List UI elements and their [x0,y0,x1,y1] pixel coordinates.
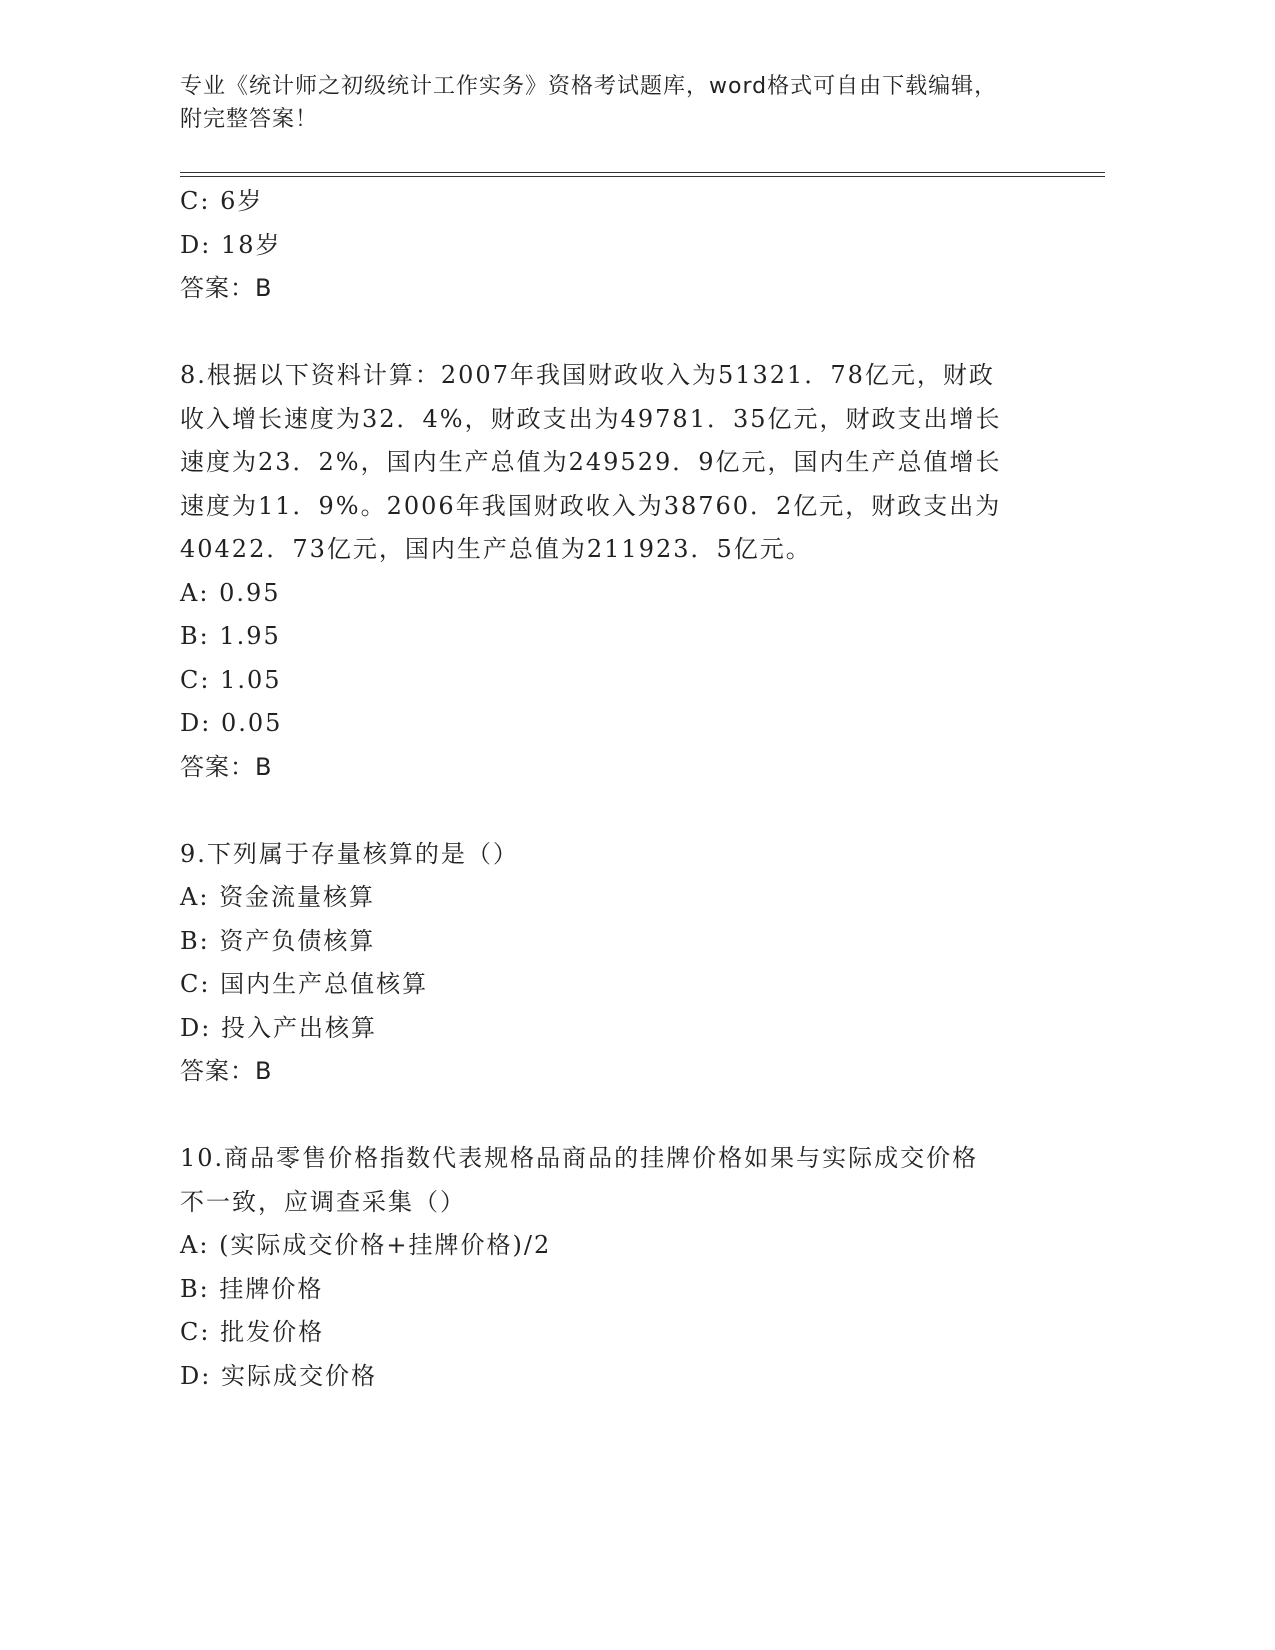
option-text: 0.05 [220,709,283,737]
option-c [180,659,1060,703]
option-label: D: [180,709,212,737]
option-c [180,180,1060,224]
previous-question [180,180,1060,311]
option-a [180,572,1060,616]
option-text: 资产负债核算 [219,926,376,955]
answer-line: 答案：B [180,752,273,781]
option-d [180,1355,1060,1399]
option-text: 资金流量核算 [219,883,376,911]
spacer [180,1094,1060,1138]
option-label: A: [180,883,210,911]
answer-line: 答案：B [180,274,273,302]
option-label: C: [180,665,211,694]
question-text-line: 9.下列属于存量核算的是（） [180,839,519,868]
question-text-line: 10.商品零售价格指数代表规格品商品的挂牌价格如果与实际成交价格 [180,1144,979,1172]
option-label: A: [180,578,210,607]
option-text: 实际成交价格 [220,1361,377,1390]
option-label: D: [180,1013,212,1042]
option-text: 1.95 [219,622,281,650]
option-label: A: [180,1231,210,1259]
option-b [180,920,1060,964]
option-label: B: [180,926,210,955]
question-content [180,180,1060,1398]
question-text-line: 速度为23．2%，国内生产总值为249529．9亿元，国内生产总值增长 [180,448,1002,476]
option-text: 0.95 [219,578,281,607]
option-text: 挂牌价格 [219,1274,324,1303]
option-b [180,1268,1060,1312]
header-line-1: 专业《统计师之初级统计工作实务》资格考试题库，word格式可自由下载编辑， [180,74,998,99]
option-a [180,876,1060,920]
option-c [180,1311,1060,1355]
document-header [180,70,1060,136]
question-text-line: 不一致，应调查采集（） [180,1187,466,1216]
question-10 [180,1137,1060,1398]
spacer [180,311,1060,355]
question-text-line: 收入增长速度为32．4%，财政支出为49781．35亿元，财政支出增长 [180,404,1002,433]
answer-line: 答案：B [180,1057,273,1085]
question-text-line: 速度为11．9%。2006年我国财政收入为38760．2亿元，财政支出为 [180,491,1002,520]
question-9 [180,833,1060,1094]
option-d [180,702,1060,746]
option-c [180,963,1060,1007]
option-text: 批发价格 [220,1318,325,1346]
option-label: D: [180,1361,212,1390]
question-text-line: 8.根据以下资料计算：2007年我国财政收入为51321．78亿元，财政 [180,361,995,389]
question-text-line: 40422．73亿元，国内生产总值为211923．5亿元。 [180,535,812,563]
option-label: C: [180,1318,211,1346]
option-d [180,224,1060,268]
option-label: C: [180,970,211,998]
option-b [180,615,1060,659]
option-a [180,1224,1060,1268]
option-label: D: [180,230,212,259]
option-text: 18岁 [220,230,282,259]
option-text: 投入产出核算 [220,1013,377,1042]
option-text: 1.05 [220,665,282,694]
header-divider-bottom [180,176,1105,177]
option-label: B: [180,1274,210,1303]
option-d [180,1007,1060,1051]
header-line-2: 附完整答案！ [180,107,319,132]
option-label: C: [180,187,211,215]
option-text: 6岁 [220,187,264,215]
option-text: (实际成交价格+挂牌价格)/2 [219,1231,552,1259]
option-label: B: [180,622,210,650]
header-divider-top [180,172,1105,173]
spacer [180,789,1060,833]
question-8 [180,354,1060,789]
option-text: 国内生产总值核算 [220,970,429,998]
